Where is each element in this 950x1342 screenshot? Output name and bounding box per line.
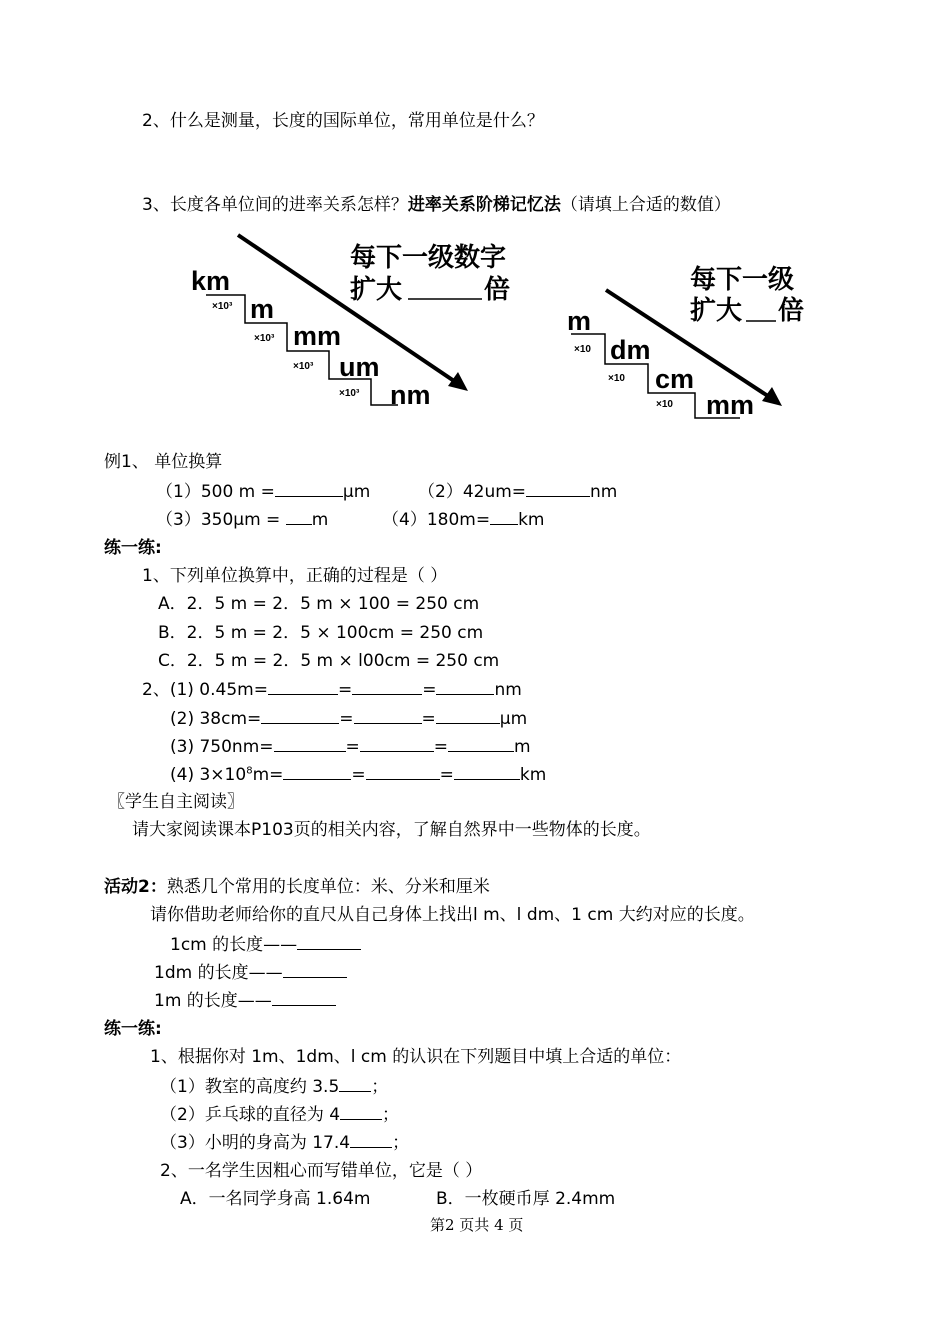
activity-2-label: 活动2： xyxy=(104,877,167,897)
example-1-p2-text: （2）42um= xyxy=(418,482,527,502)
q2-3-unit: m xyxy=(514,737,531,757)
blank-input[interactable] xyxy=(352,678,422,695)
q2-2-text: (2) 38cm= xyxy=(170,709,262,729)
question-2: 2、什么是测量，长度的国际单位，常用单位是什么？ xyxy=(142,111,544,131)
blank-input[interactable] xyxy=(275,480,343,497)
example-1-p3-unit: m xyxy=(311,510,329,530)
reading-title: 〖学生自主阅读〗 xyxy=(108,792,244,812)
example-1-title: 例1、 单位换算 xyxy=(104,452,223,472)
unit-mm: mm xyxy=(293,321,342,351)
practice-1-q2-4 xyxy=(170,763,546,786)
blank-input[interactable] xyxy=(360,735,434,752)
activity-2-title: 熟悉几个常用的长度单位：米、分米和厘米 xyxy=(166,877,490,897)
practice-1-q2-1 xyxy=(142,678,522,701)
semicolon: ； xyxy=(371,1077,389,1097)
example-1-p3 xyxy=(156,508,328,531)
diagram-right-caption-2-pre: 扩大 xyxy=(690,296,743,326)
blank-input[interactable] xyxy=(340,1103,382,1120)
example-1-p2-unit: nm xyxy=(590,482,618,502)
activity-2-line-3 xyxy=(154,989,336,1012)
mult-label-4: ×10³ xyxy=(339,388,360,399)
q2-4-text: (4) 3×10 xyxy=(170,765,247,785)
blank-input[interactable] xyxy=(268,678,338,695)
practice-1-option-b: B．2．5 m = 2．5 × 100cm = 250 cm xyxy=(158,623,484,643)
blank-input[interactable] xyxy=(490,508,518,525)
question-3-prefix: 3、长度各单位间的进率关系怎样？ xyxy=(142,195,408,215)
example-1-p4-text: （4）180m= xyxy=(382,510,491,530)
page-footer: 第2 页共 4 页 xyxy=(430,1216,524,1234)
practice-1-option-c: C．2．5 m = 2．5 m × l00cm = 250 cm xyxy=(158,651,500,671)
q2-1-unit: nm xyxy=(494,680,522,700)
unit-dm: dm xyxy=(610,335,651,365)
activity-2-line-2 xyxy=(154,961,347,984)
example-1-p1 xyxy=(156,480,370,503)
mult-right-2: ×10 xyxy=(608,373,625,384)
example-1-p2 xyxy=(418,480,617,503)
example-1-p3-text: （3）350μm = xyxy=(156,510,286,530)
blank-input[interactable] xyxy=(366,763,440,780)
activity-2-line-1 xyxy=(170,933,361,956)
blank-input[interactable] xyxy=(297,933,361,950)
practice-2-s2 xyxy=(160,1103,399,1126)
blank-input[interactable] xyxy=(283,961,347,978)
blank-input[interactable] xyxy=(354,707,422,724)
unit-nm: nm xyxy=(390,380,431,410)
practice-2-option-b: B．一枚硬币厚 2.4mm xyxy=(436,1189,616,1209)
equals: = xyxy=(345,737,360,757)
q2-4-exponent: 8 xyxy=(246,765,253,777)
practice-1-title: 练一练: xyxy=(104,538,162,558)
blank-input[interactable] xyxy=(274,735,346,752)
q2-4-unit: km xyxy=(519,765,547,785)
blank-input[interactable] xyxy=(526,480,590,497)
mult-right-3: ×10 xyxy=(656,399,673,410)
activity-2-l3-text: 1m 的长度—— xyxy=(154,991,272,1011)
unit-km: km xyxy=(191,266,231,296)
equals: = xyxy=(439,765,454,785)
blank-input[interactable] xyxy=(436,707,500,724)
practice-2-s2-text: （2）乒乓球的直径为 4 xyxy=(160,1105,341,1125)
practice-1-q1: 1、下列单位换算中，正确的过程是（ ） xyxy=(142,566,448,586)
blank-input[interactable] xyxy=(436,678,494,695)
equals: = xyxy=(421,709,436,729)
equals: = xyxy=(337,680,353,700)
diagram-left-caption-2-pre: 扩大 xyxy=(350,275,403,305)
unit-m: m xyxy=(250,294,275,324)
activity-2-l1-text: 1cm 的长度—— xyxy=(170,935,298,955)
activity-2-body: 请你借助老师给你的直尺从自己身体上找出l m、l dm、1 cm 大约对应的长度。 xyxy=(150,905,755,925)
mult-label-1: ×10³ xyxy=(212,301,233,312)
diagram-left-caption-2-post: 倍 xyxy=(484,275,511,305)
equals: = xyxy=(433,737,449,757)
diagram-right-arrow-head xyxy=(762,387,782,406)
blank-input[interactable] xyxy=(283,763,351,780)
semicolon: ； xyxy=(392,1133,410,1153)
example-1-p1-text: （1）500 m = xyxy=(156,482,275,502)
semicolon: ； xyxy=(382,1105,400,1125)
mult-right-1: ×10 xyxy=(574,344,591,355)
diagram-right-caption-1: 每下一级 xyxy=(690,265,795,295)
practice-2-title: 练一练: xyxy=(104,1019,162,1039)
diagram-right-caption-2-post: 倍 xyxy=(778,296,805,326)
mult-label-3: ×10³ xyxy=(293,361,314,372)
unit-mm-right: mm xyxy=(706,390,755,420)
question-3-suffix: （请填上合适的数值） xyxy=(560,195,731,215)
equals: = xyxy=(339,709,354,729)
diagram-left-caption-1: 每下一级数字 xyxy=(350,243,507,273)
practice-2-s3 xyxy=(160,1131,409,1154)
blank-input[interactable] xyxy=(286,508,312,525)
practice-2-s1 xyxy=(160,1075,388,1098)
diagram-left-arrow-head xyxy=(448,372,468,391)
example-1-p1-unit: μm xyxy=(342,482,371,502)
practice-1-option-a: A．2．5 m = 2．5 m × 100 = 250 cm xyxy=(158,594,480,614)
unit-m-right: m xyxy=(567,306,592,336)
activity-2-heading xyxy=(104,876,490,898)
practice-2-q2: 2、一名学生因粗心而写错单位，它是（ ） xyxy=(160,1161,483,1181)
activity-2-l2-text: 1dm 的长度—— xyxy=(154,963,283,983)
q2-3-text: (3) 750nm= xyxy=(170,737,274,757)
practice-1-q2-3 xyxy=(170,735,531,758)
example-1-p4 xyxy=(382,508,544,531)
practice-2-s1-text: （1）教室的高度约 3.5 xyxy=(160,1077,340,1097)
question-3-bold: 进率关系阶梯记忆法 xyxy=(407,195,561,215)
q2-1-text: 2、(1) 0.45m= xyxy=(142,680,268,700)
practice-1-q2-2 xyxy=(170,707,527,730)
blank-input[interactable] xyxy=(454,763,520,780)
blank-input[interactable] xyxy=(272,989,336,1006)
blank-input[interactable] xyxy=(261,707,339,724)
reading-body: 请大家阅读课本P103页的相关内容，了解自然界中一些物体的长度。 xyxy=(132,820,651,840)
equals: = xyxy=(422,680,437,700)
example-1-p4-unit: km xyxy=(518,510,545,530)
blank-input[interactable] xyxy=(350,1131,392,1148)
blank-input[interactable] xyxy=(339,1075,371,1092)
practice-2-q1: 1、根据你对 1m、1dm、l cm 的认识在下列题目中填上合适的单位： xyxy=(150,1047,682,1067)
practice-2-option-a: A．一名同学身高 1.64m xyxy=(180,1189,371,1209)
mult-label-2: ×10³ xyxy=(254,333,275,344)
q2-4-unit-m: m= xyxy=(252,765,284,785)
unit-cm: cm xyxy=(655,364,695,394)
blank-input[interactable] xyxy=(448,735,514,752)
practice-2-s3-text: （3）小明的身高为 17.4 xyxy=(160,1133,351,1153)
equals: = xyxy=(351,765,366,785)
staircase-diagram-left xyxy=(0,0,950,440)
q2-2-unit: μm xyxy=(499,709,528,729)
unit-um: um xyxy=(339,352,380,382)
